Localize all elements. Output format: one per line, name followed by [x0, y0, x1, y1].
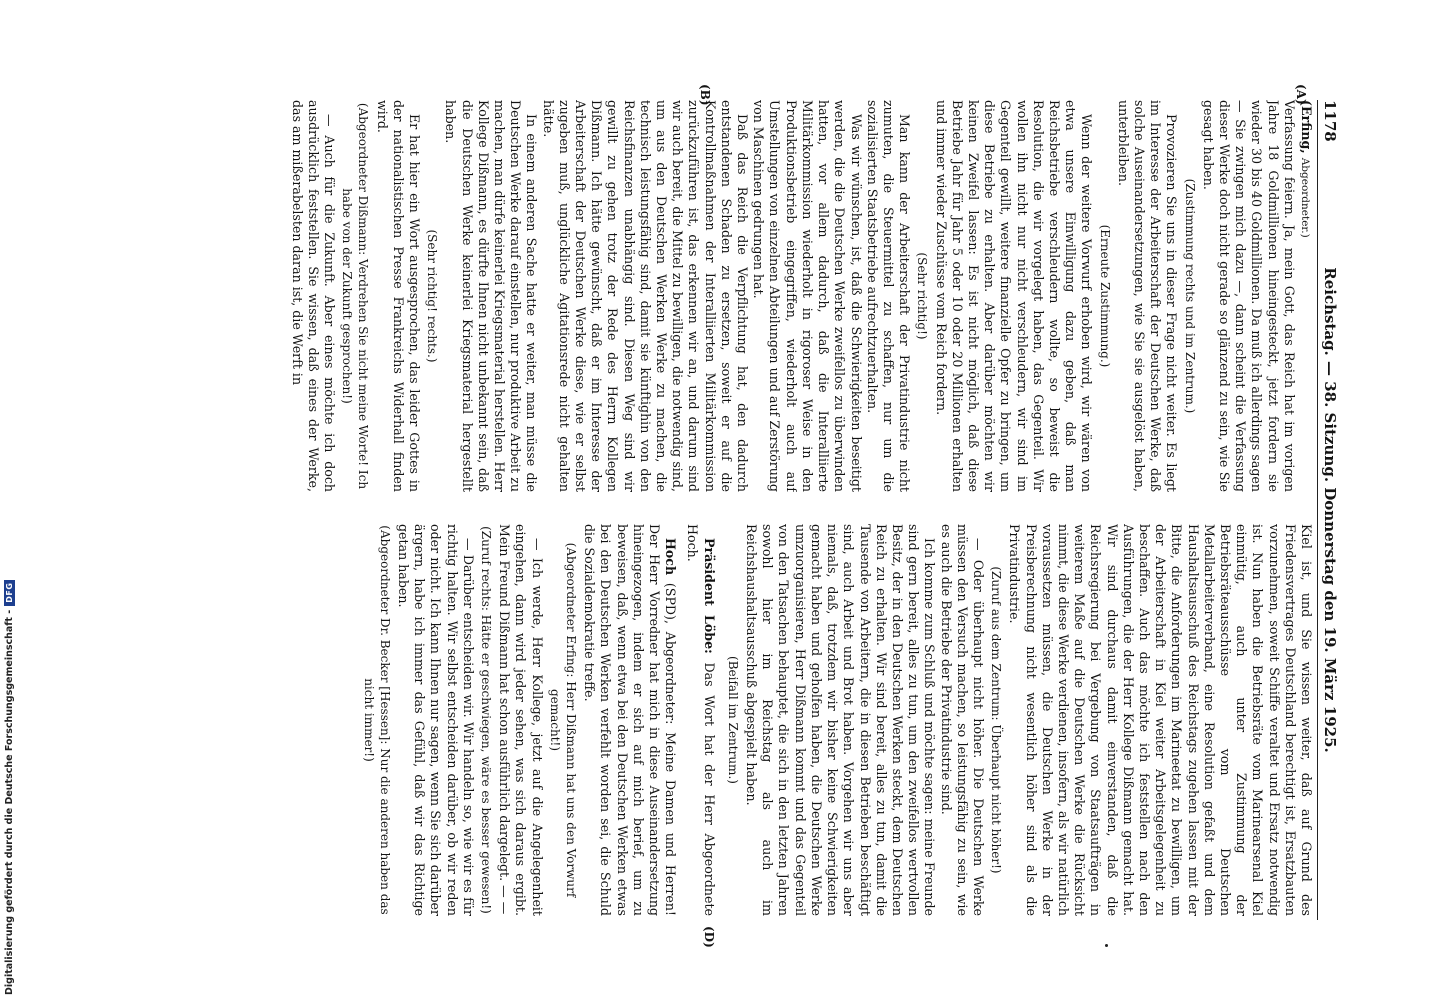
paragraph: — Ich werde, Herr Kollege, jetzt auf die Angelegenheit eingehen, dann wird jeder sehen, was sich daraus ergibt. Mein Freund Dißmann hat schon ausführlich dargelegt. — —	[497, 524, 545, 916]
paragraph: Verfassung feiern. Ja, mein Gott, das Reich hat im vorigen Jahre 18 Goldmillionen hineingesteckt, jetzt fordern sie wieder 30 bis 40 Goldmillionen. Da muß ich allerdings sagen — Sie zwingen mich dazu —, dann scheint die Verfassung dieser Werke doch nicht gerade so glänzend zu sein, wie Sie gesagt haben.	[1200, 100, 1297, 492]
interjection: (Beifall im Zentrum.)	[725, 656, 740, 784]
margin-marker-b: (B)	[698, 84, 712, 106]
speaker-name: (Erfing,	[1299, 100, 1314, 154]
ink-speck	[1105, 944, 1108, 947]
paragraph: Wenn der weitere Vorwurf erhoben wird, wir wären von etwa unsere Einwilligung dazu geben, daß man Reichsbetriebe verschleudern wollte, so beweist die Resolution, die wir vorgelegt haben, das Gegenteil. Wir wollen ihn nicht nur nicht verschleudern, wir sind im Gegenteil gewillt, weitere finanzielle Opfer zu bringen, um diese Betriebe zu erhalten. Aber darüber möchten wir keinen Zweifel lassen: Es ist nicht möglich, daß diese Betriebe Jahr für Jahr 5 oder 10 oder 20 Millionen erhalten und immer wieder Zuschüsse vom Reich fordern.	[933, 100, 1095, 492]
header-rule	[1317, 100, 1318, 920]
paragraph: Daß das Reich die Verpflichtung hat, den dadurch entstandenen Schaden zu ersetzen, soweit er auf die Kontrollmaßnahmen der Interalliierten Militärkommission zurückzuführen ist, das erkennen wir an, und darum sind wir auch bereit, die Mittel zu bewilligen, die notwendig sind, um aus den Deutschen Werken Werke zu machen, die technisch leistungsfähig sind, damit sie künftighin von den Reichsfinanzen unabhängig sind. Diesen Weg sind wir gewillt zu gehen trotz der Rede des Herrn Kollegen Dißmann. Ich hätte gewünscht, daß er im Interesse der Arbeiterschaft der Deutschen Werke diese, wie er selbst zugeben muß, unglückliche Agitationsrede nicht gehalten hätte.	[540, 100, 751, 492]
interjection: (Abgeordneter Erfing: Herr Dißmann hat uns den Vorwurf gemacht!)	[547, 542, 579, 898]
margin-marker-d: (D)	[702, 926, 716, 948]
paragraph: Er hat hier ein Wort ausgesprochen, das leider Gottes in der nationalistischen Presse Frankreichs Widerhall finden wird.	[374, 100, 423, 492]
paragraph: Man kann der Arbeiterschaft der Privatindustrie nicht zumuten, die Steuermittel zu schaffen, nur um die sozialisierten Staatsbetriebe aufrechtzuerhalten.	[864, 100, 913, 492]
digitization-credit	[4, 580, 15, 995]
speaker-line	[1297, 100, 1314, 492]
interjection: (Zuruf rechts: Hätte er geschwiegen, wäre es besser gewesen!)	[479, 526, 494, 914]
paragraph: — Auch für die Zukunft. Aber eines möchte ich doch ausdrücklich feststellen. Sie wissen, daß eines der Werke, das am mißerabelsten daran ist, die Werft in	[289, 100, 338, 492]
credit-text: Digitalisierung gefördert durch die Deutsche Forschungsgemeinschaft -	[4, 609, 15, 995]
speaker-name: Hoch	[663, 538, 679, 576]
president-text: Das Wort hat der Herr Abgeordnete Hoch.	[685, 524, 717, 916]
paragraph: Kiel ist, und Sie wissen weiter, daß auf Grund des Friedensvertrages Deutschland berechtigt ist, Ersatzbauten vorzunehmen, soweit Schiffe veraltet und Ersatz notwendig ist. Nun haben die Betriebsräte vom Marinearsenal Kiel einmütig, auch unter Zustimmung der Betriebsräteausschüsse vom Deutschen Metallarbeiterverband, eine Resolution gefaßt und dem Haushaltsausschuß des Reichstags zugehen lassen mit der Bitte, die Anforderungen im Marineetat zu bewilligen, um der Arbeiterschaft in Kiel weiter Arbeitsgelegenheit zu beschaffen. Auch das möchte ich feststellen nach den Ausführungen, die der Herr Kollege Dißmann gemacht hat. Wir sind durchaus damit einverstanden, daß die Reichsregierung bei Vergebung von Staatsaufträgen in weiterem Maße auf die Deutschen Werke die Rücksicht nimmt, die diese Werke verdienen, insofern, als wir natürlich voraussetzen müssen, die Deutschen Werke in der Preisberechnung nicht wesentlich höher sind als die Privatindustrie.	[1007, 524, 1314, 916]
paragraph: — Darüber entscheiden wir. Wir handeln so, wie wir es für richtig halten. Wir selbst entscheiden darüber, ob wir reden oder nicht. Ich kann Ihnen nur sagen, wenn Sie sich darüber ärgern, habe ich immer das Gefühl, daß wir das Richtige getan haben.	[396, 524, 476, 916]
interjection: (Sehr richtig! rechts.)	[425, 229, 440, 363]
page-number: 1178	[1321, 100, 1339, 142]
president-speech	[684, 524, 716, 916]
interjection: (Zuruf aus dem Zentrum: Überhaupt nicht höher!)	[989, 566, 1004, 874]
president-label: Präsident Löbe:	[701, 538, 717, 654]
paragraph: — Oder überhaupt nicht höher. Die Deutschen Werke müssen den Versuch machen, so leistungsfähig zu sein, wie es auch die Betriebe der Privatindustrie sind.	[938, 524, 986, 916]
speaker-role: Abgeordneter.)	[1299, 157, 1311, 238]
paragraph: Provozieren Sie uns in dieser Frage nicht weiter. Es liegt im Interesse der Arbeiterschaft der Deutschen Werke, daß solche Auseinandersetzungen, wie Sie sie ausgelöst haben, unterbleiben.	[1115, 100, 1180, 492]
hoch-text: (SPD), Abgeordneter: Meine Damen und Herren! Der Herr Vorredner hat mich in diese Auseinandersetzung hineingezogen, indem er sich auf mich berief, um zu beweisen, daß, wenn etwa bei den Deutschen Werken etwas bei den Deutschen Werken verfehlt worden sei, die Schuld die Sozialdemokratie treffe.	[582, 524, 679, 916]
hoch-speech	[581, 524, 678, 916]
interjection: (Zustimmung rechts und im Zentrum.)	[1182, 178, 1197, 414]
spacer	[717, 524, 723, 916]
interjection: (Abgeordneter Dr. Becker [Hessen]: Nur die anderen haben das nicht immer!)	[361, 525, 392, 915]
interjection: (Sehr richtig!)	[915, 252, 930, 340]
page-title: Reichstag. — 38. Sitzung. Donnerstag den 19. März 1925.	[1321, 267, 1339, 753]
spacer	[678, 524, 684, 916]
text-column-right	[254, 524, 1314, 916]
page-header	[1319, 100, 1339, 920]
margin-marker-a: (A)	[1294, 84, 1308, 105]
paragraph: Was wir wünschen, ist, daß die Schwierigkeiten beseitigt werden, die die Deutschen Werke zweifellos zu überwinden hatten, vor allem dadurch, daß die Interalliierte Militärkommission wiederholt in rigoroser Weise in den Produktionsbetrieb eingegriffen, wiederholt auch auf Umstellungen von einzelnen Abteilungen und auf Zerstörung von Maschinen gedrungen hat.	[751, 100, 864, 492]
paragraph: In einem anderen Sache hatte er weiter, man müsse die Deutschen Werke darauf einstellen, nur produktive Arbeit zu machen, man dürfe keinerlei Kriegsmaterial herstellen. Herr Kollege Dißmann, es dürfte Ihnen nicht unbekannt sein, daß die Deutschen Werke keinerlei Kriegsmaterial hergestellt haben.	[443, 100, 540, 492]
dfg-logo: DFG	[4, 580, 15, 606]
interjection: (Abgeordneter Dißmann: Verdrehen Sie nicht meine Worte! Ich habe von der Zukunft gesprochen!)	[340, 102, 371, 490]
text-column-left	[254, 100, 1314, 492]
paragraph: Ich komme zum Schluß und möchte sagen: meine Freunde sind gern bereit, alles zu tun, um den zweifellos wertvollen Besitz, der in den Deutschen Werken steckt, dem Deutschen Reich zu erhalten. Wir sind bereit, alles zu tun, damit die Tausende von Arbeitern, die in diesen Betrieben beschäftigt sind, auch Arbeit und Brot haben. Vorgehen wir uns aber niemals, daß, trotzdem wir bisher keine Schwierigkeiten gemacht haben und geholfen haben, die Deutschen Werke umzuorganisieren, Herr Dißmann kommt und das Gegenteil von den Tatsachen behauptet, die sich in den letzten Jahren sowohl hier im Reichstag als auch im Reichshaushaltsausschuß abgespielt haben.	[744, 524, 938, 916]
interjection: (Erneute Zustimmung.)	[1097, 224, 1112, 368]
